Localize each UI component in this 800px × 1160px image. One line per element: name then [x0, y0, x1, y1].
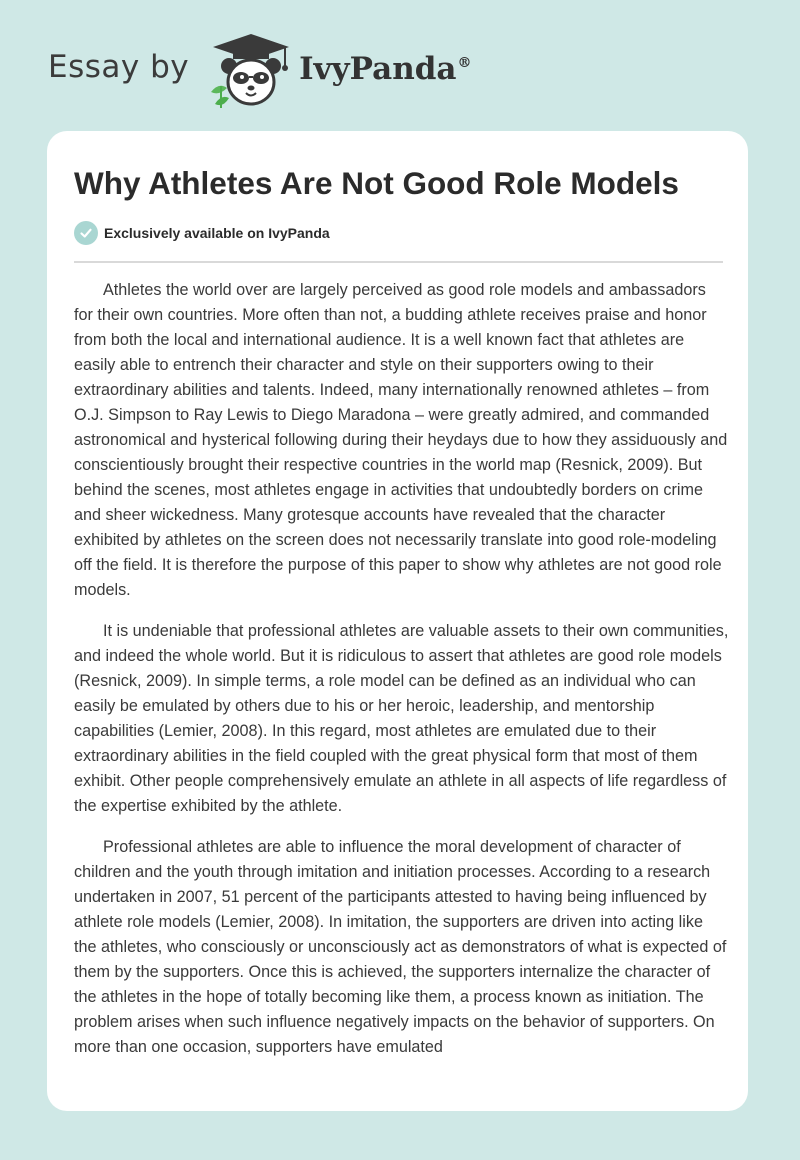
paragraph: Professional athletes are able to influence the moral development of character of children and the youth through imitation and initiation processes. According to a research undertaken in 2007, 51 percent of the participants attested to having being influenced by athlete role models (Lemier, 2008). In imitation, the supporters are driven into acting like the athletes, who consciously or unconsciously act as demonstrators of what is expected of them by the supporters. Once this is achieved, the supporters internalize the character of the athletes in the hope of totally becoming like them, a process known as initiation. The problem arises when such influence negatively impacts on the behavior of supporters. On more than one occasion, supporters have emulated	[74, 838, 727, 1056]
check-circle-icon	[74, 221, 98, 245]
divider	[74, 261, 723, 263]
exclusive-badge	[74, 221, 330, 245]
brand-name: IvyPanda®	[299, 51, 472, 87]
paragraph: It is undeniable that professional athletes are valuable assets to their own communities, and indeed the whole world. But it is ridiculous to assert that athletes are good role models (Resnick, 2009). In simple terms, a role model can be defined as an individual who can easily be emulated by others due to his or her heroic, leadership, and mentorship capabilities (Lemier, 2008). In this regard, most athletes are emulated due to their extraordinary abilities in the field coupled with the great physical form that most of them exhibit. Other people comprehensively emulate an athlete in all aspects of life regardless of the expertise exhibited by the athlete.	[74, 622, 729, 815]
registered-mark: ®	[457, 55, 472, 71]
panda-graduate-icon	[207, 30, 295, 110]
essay-body	[74, 278, 729, 1076]
paragraph: Athletes the world over are largely perceived as good role models and ambassadors for their own countries. More often than not, a budding athlete receives praise and honor from both the local and international audience. It is a well known fact that athletes are easily able to entrench their character and style on their supporters owing to their extraordinary abilities and talents. Indeed, many internationally renowned athletes – from O.J. Simpson to Ray Lewis to Diego Maradona – were greatly admired, and commanded astronomical and hysterical following during their heydays due to how they assiduously and conscientiously brought their respective countries in the world map (Resnick, 2009). But behind the scenes, most athletes engage in activities that undoubtedly borders on crime and sheer wickedness. Many grotesque accounts have revealed that the character exhibited by athletes on the screen does not necessarily translate into good role-modeling off the field. It is therefore the purpose of this paper to show why athletes are not good role models.	[74, 281, 728, 599]
brand-header	[48, 30, 472, 110]
essay-card	[47, 131, 748, 1111]
brand-prefix: Essay by	[48, 49, 190, 85]
essay-title: Why Athletes Are Not Good Role Models	[74, 165, 679, 201]
exclusive-label: Exclusively available on IvyPanda	[104, 225, 330, 241]
